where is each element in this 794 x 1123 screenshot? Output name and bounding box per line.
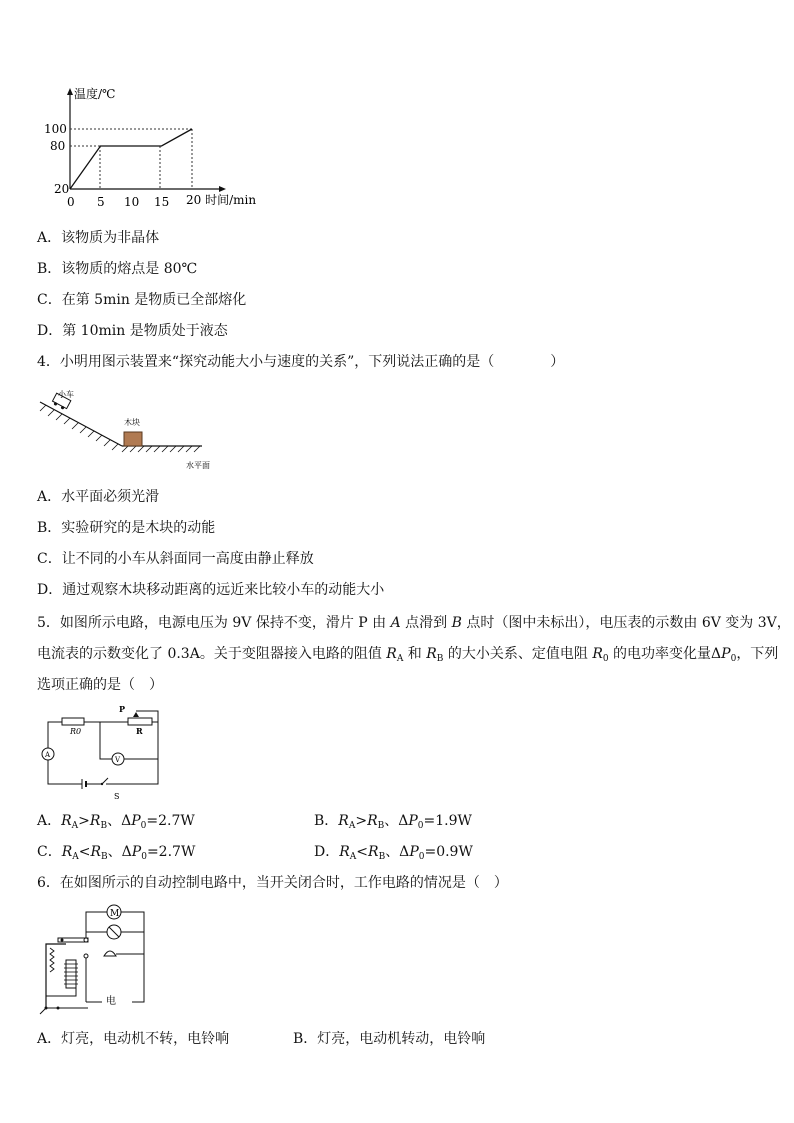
y-tick-20: 20 <box>54 182 70 196</box>
q4-option-b: B．实验研究的是木块的动能 <box>37 520 216 536</box>
q3-option-a: A．该物质为非晶体 <box>37 230 160 246</box>
motor-label: M <box>110 909 120 919</box>
label-p: P <box>119 704 126 714</box>
q5-option-c: C．$R_A<R_B$、$\Delta P_0=2.7W$ <box>37 844 196 862</box>
incline-surface <box>40 402 122 446</box>
label-s: S <box>114 792 120 801</box>
q6-stem: 6．在如图所示的自动控制电路中，当开关闭合时，工作电路的情况是（ ） <box>37 875 508 891</box>
x-tick-15: 15 <box>154 195 170 209</box>
q3-option-c: C．在第 5min 是物质已全部熔化 <box>37 292 247 308</box>
incline-figure <box>36 386 236 476</box>
q4-option-a: A．水平面必须光滑 <box>37 489 160 505</box>
q4-option-c: C．让不同的小车从斜面同一高度由静止释放 <box>37 551 314 567</box>
block-label: 木块 <box>124 418 140 427</box>
bell <box>104 951 116 956</box>
label-r: R <box>136 726 143 736</box>
control-switch <box>40 1008 46 1014</box>
q5-circuit-figure <box>36 704 166 802</box>
y-axis-label: 温度/℃ <box>74 87 116 101</box>
label-r0: R0 <box>70 727 82 736</box>
floor-hatching <box>122 446 200 452</box>
q4-option-d: D．通过观察木块移动距离的远近来比较小车的动能大小 <box>37 582 385 598</box>
q6-option-a: A．灯亮，电动机不转，电铃响 <box>37 1031 230 1047</box>
y-tick-80: 80 <box>50 139 66 153</box>
q3-option-d: D．第 10min 是物质处于液态 <box>37 323 228 339</box>
power-label: 电 <box>106 996 116 1007</box>
resistor-r0 <box>62 718 84 725</box>
svg-text:V: V <box>115 756 121 764</box>
slider-arrow <box>133 712 139 717</box>
x-axis-arrow <box>219 186 226 192</box>
switch <box>102 778 108 784</box>
q4-stem: 4．小明用图示装置来“探究动能大小与速度的关系”，下列说法正确的是（ ） <box>37 354 565 370</box>
point-a: A <box>390 615 401 631</box>
q5-option-d: D．$R_A<R_B$、$\Delta P_0=0.9W$ <box>314 844 473 862</box>
q6-relay-circuit-figure <box>36 900 156 1018</box>
q5-option-b: B．$R_A>R_B$、$\Delta P_0=1.9W$ <box>314 813 472 831</box>
point-b: B <box>451 615 462 631</box>
x-tick-5: 5 <box>97 195 105 209</box>
y-axis-arrow <box>67 88 73 95</box>
x-tick-10: 10 <box>124 195 140 209</box>
y-tick-100: 100 <box>44 122 67 136</box>
q5-stem-line-2: 电流表的示数变化了 0.3A。关于变阻器接入电路的阻值 $R_A$ 和 $R_B$ 的大小关系、定值电阻 $R_0$ 的电功率变化量$\Delta P_0$，下列 <box>37 646 779 664</box>
q6-option-b: B．灯亮，电动机转动，电铃响 <box>293 1031 486 1047</box>
surface-label: 水平面 <box>186 461 210 470</box>
q5-option-a: A．$R_A>R_B$、$\Delta P_0=2.7W$ <box>37 813 195 831</box>
rheostat-r <box>128 718 152 725</box>
q3-option-b: B．该物质的熔点是 80℃ <box>37 261 198 277</box>
q5-stem-line-1: 5．如图所示电路，电源电压为 9V 保持不变，滑片 P 由 A 点滑到 B 点时（图中未标出），电压表的示数由 6V 变为 3V， <box>37 615 791 631</box>
temperature-time-graph <box>40 84 280 214</box>
x-tick-0: 0 <box>67 195 75 209</box>
incline-hatching <box>40 405 118 450</box>
svg-text:A: A <box>45 751 51 759</box>
q5-stem-line-3: 选项正确的是（ ） <box>37 677 163 693</box>
temperature-curve <box>70 129 192 189</box>
x-axis-label: 20 时间/min <box>186 193 257 207</box>
cart-label: 小车 <box>58 390 74 399</box>
spring <box>50 948 54 972</box>
wood-block <box>124 432 142 446</box>
